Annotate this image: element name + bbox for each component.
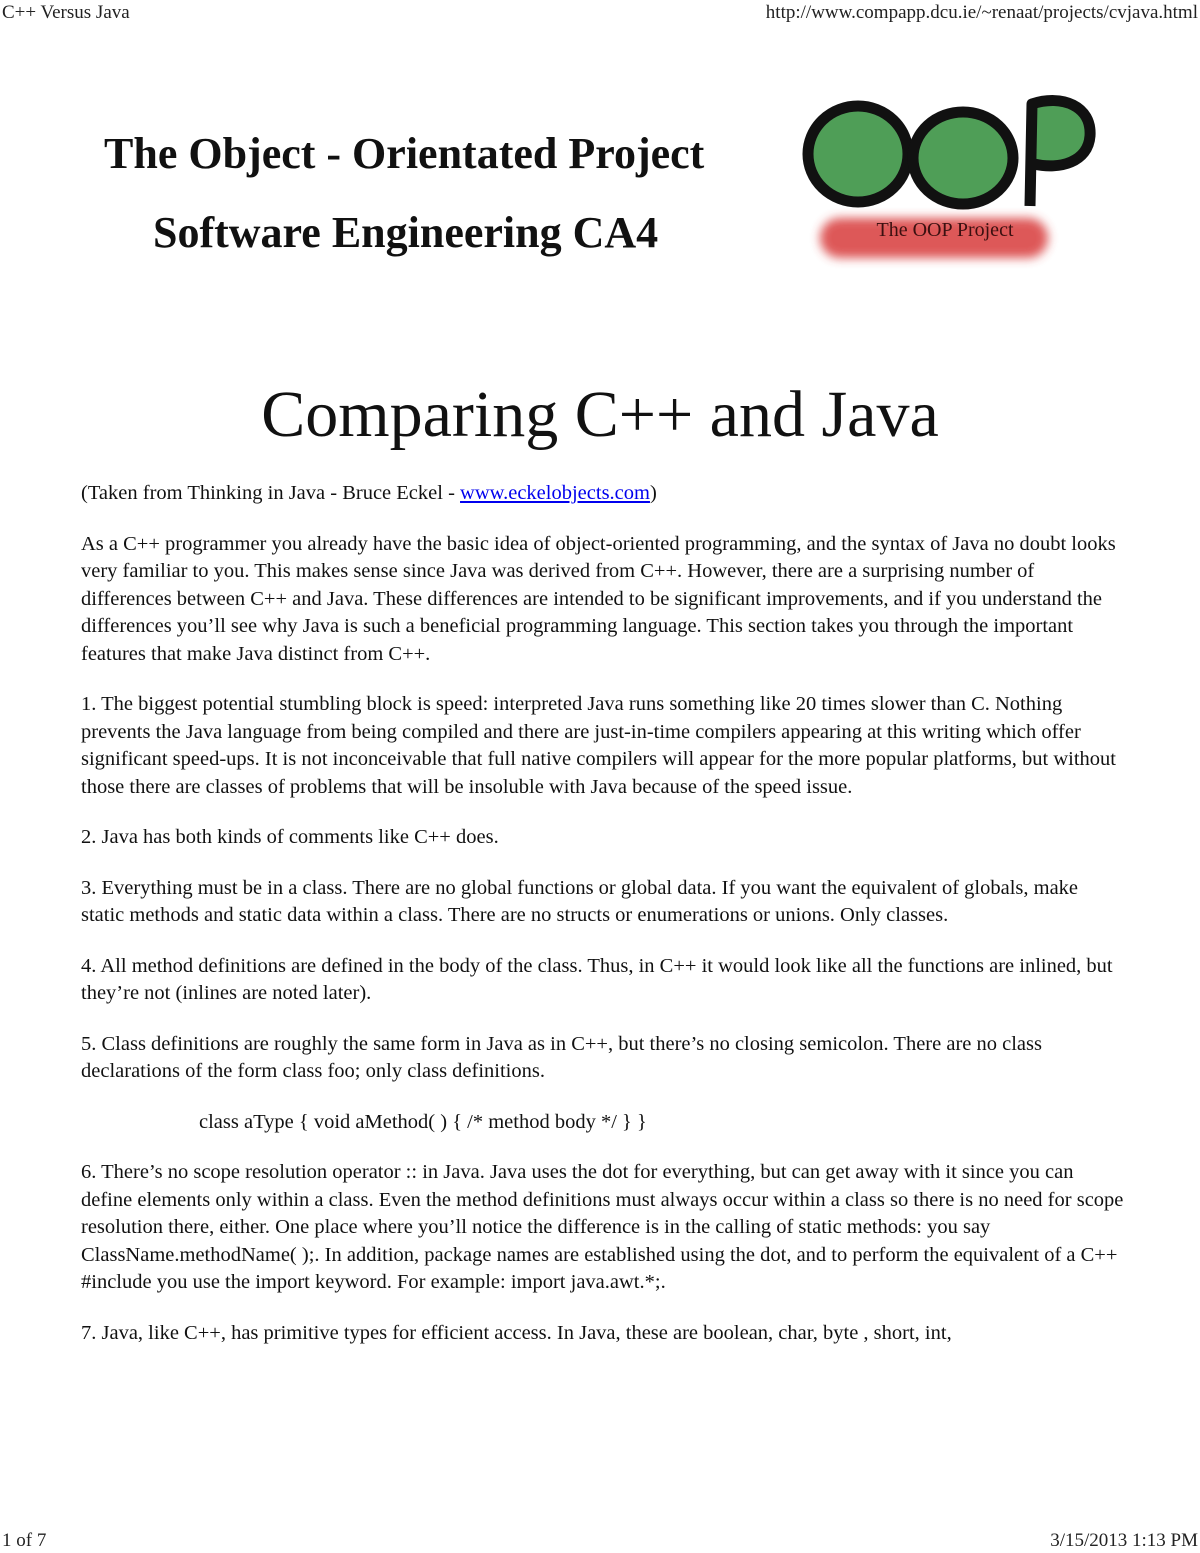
print-header-url: http://www.compapp.dcu.ie/~renaat/projects/cvjava.html: [765, 2, 1198, 23]
banner-project-title: The Object - Orientated Project: [104, 129, 705, 178]
print-timestamp: 3/15/2013 1:13 PM: [1050, 1530, 1198, 1551]
logo-caption: The OOP Project: [876, 219, 1014, 241]
paragraph-item-7: 7. Java, like C++, has primitive types for efficient access. In Java, these are boolean, char, byte , short, int,: [81, 1321, 952, 1344]
logo-letter-o-first: [808, 106, 908, 202]
source-citation: [81, 480, 1126, 508]
oop-logo: [800, 84, 1100, 274]
logo-letter-o-second: [913, 112, 1013, 204]
paragraph-item-5: 5. Class definitions are roughly the same form in Java as in C++, but there’s no closing semicolon. There are no class declarations of the form class foo; only class definitions.: [81, 1032, 1042, 1082]
article-title: Comparing C++ and Java: [261, 378, 939, 451]
paragraph-item-4: 4. All method definitions are defined in the body of the class. Thus, in C++ it would look like all the functions are inlined, but they’re not (inlines are noted later).: [81, 954, 1113, 1004]
paragraph-intro: As a C++ programmer you already have the basic idea of object-oriented programming, and the syntax of Java no doubt looks very familiar to you. This makes sense since Java was derived from C++. However, there are a surprising number of differences between C++ and Java. These differences are intended to be significant improvements, and if you understand the differences you’ll see why Java is such a beneficial programming language. This section takes you through the important features that make Java distinct from C++.: [81, 532, 1116, 665]
page-number: 1 of 7: [2, 1530, 47, 1551]
source-prefix: (Taken from Thinking in Java - Bruce Eckel -: [81, 482, 461, 504]
paragraph-item-2: 2. Java has both kinds of comments like C++ does.: [81, 826, 499, 848]
print-header-title: C++ Versus Java: [2, 2, 130, 23]
article-body: [81, 480, 1126, 1370]
source-link[interactable]: www.eckelobjects.com: [460, 482, 650, 504]
paragraph-item-3: 3. Everything must be in a class. There are no global functions or global data. If you want the equivalent of globals, make static methods and static data within a class. There are no structs or enumerations or unions. Only classes.: [81, 876, 1079, 926]
code-example: class aType { void aMethod( ) { /* method body */ } }: [199, 1110, 647, 1133]
paragraph-item-1: 1. The biggest potential stumbling block is speed: interpreted Java runs something like 20 times slower than C. Nothing prevents the Java language from being compiled and there are just-in-time compilers appearing at this writing which offer significant speed-ups. It is not inconceivable that full native compilers will appear for the more popular platforms, but without those there are classes of problems that will be insoluble with Java because of the speed issue.: [81, 693, 1116, 798]
source-suffix: ): [649, 482, 657, 504]
logo-letter-p: [1030, 101, 1090, 206]
paragraph-item-6: 6. There’s no scope resolution operator :: in Java. Java uses the dot for everything, but can get away with it since you can define elements only within a class. Even the method definitions must always occur within a class so there is no need for scope resolution there, either. One place where you’ll notice the difference is in the calling of static methods: you say ClassName.methodName( );. In addition, package names are established using the dot, and to perform the equivalent of a C++ #include you use the import keyword. For example: import java.awt.*;.: [81, 1161, 1124, 1293]
banner-course-title: Software Engineering CA4: [153, 208, 659, 257]
